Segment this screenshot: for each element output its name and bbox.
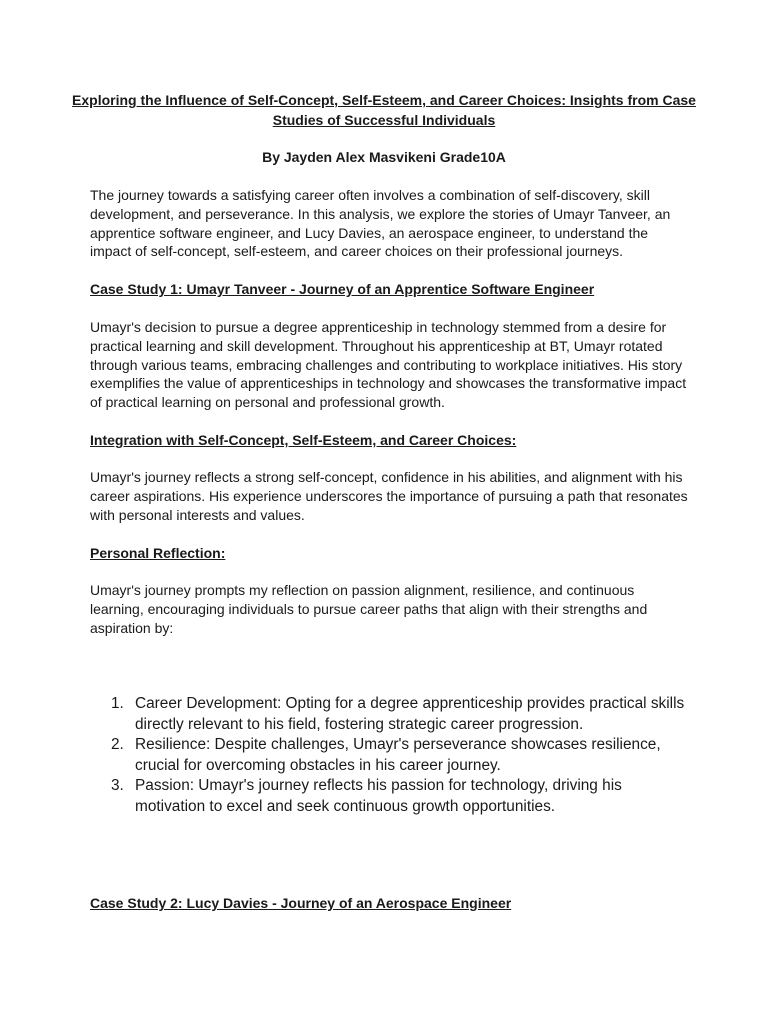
case-study-2-heading: Case Study 2: Lucy Davies - Journey of an Aerospace Engineer [90,895,512,911]
list-item-number: 2. [111,736,124,753]
list-item-text: Passion: Umayr's journey reflects his passion for technology, driving his motivation to excel and seek continuous growth opportunities. [135,777,622,815]
author-byline: By Jayden Alex Masvikeni Grade10A [262,149,506,165]
list-item-text: Career Development: Opting for a degree apprenticeship provides practical skills directly relevant to his field, fostering strategic career progression. [135,695,685,733]
integration-heading: Integration with Self-Concept, Self-Esteem, and Career Choices: [90,432,517,448]
reflection-heading: Personal Reflection: [90,545,226,561]
case-study-1-heading: Case Study 1: Umayr Tanveer - Journey of an Apprentice Software Engineer [90,281,595,297]
case-study-1-paragraph: Umayr's decision to pursue a degree apprenticeship in technology stemmed from a desire for practical learning and skill development. Throughout his apprenticeship at BT, Umayr rotated through various teams, embracing challenges and contributing to workplace initiatives. His story exemplifies the value of apprenticeships in technology and showcases the transformative impact of practical learning on personal and professional growth. [90,319,687,411]
reflection-list [100,694,690,817]
reflection-paragraph: Umayr's journey prompts my reflection on passion alignment, resilience, and continuous learning, encouraging individuals to pursue career paths that align with their strengths and aspiration by: [90,582,648,636]
list-item-text: Resilience: Despite challenges, Umayr's perseverance showcases resilience, crucial for overcoming obstacles in his career journey. [135,736,661,774]
list-item [100,694,690,735]
integration-paragraph: Umayr's journey reflects a strong self-concept, confidence in his abilities, and alignment with his career aspirations. His experience underscores the importance of pursuing a path that resonates with personal interests and values. [90,469,688,523]
list-item-number: 1. [111,695,124,712]
document-title: Exploring the Influence of Self-Concept, Self-Esteem, and Career Choices: Insights from Case Studies of Successful Individuals [72,92,696,128]
intro-paragraph: The journey towards a satisfying career often involves a combination of self-discovery, skill development, and perseverance. In this analysis, we explore the stories of Umayr Tanveer, an apprentice software engineer, and Lucy Davies, an aerospace engineer, to understand the impact of self-concept, self-esteem, and career choices on their professional journeys. [90,187,671,260]
list-item [100,776,690,817]
list-item [100,735,690,776]
list-item-number: 3. [111,777,124,794]
